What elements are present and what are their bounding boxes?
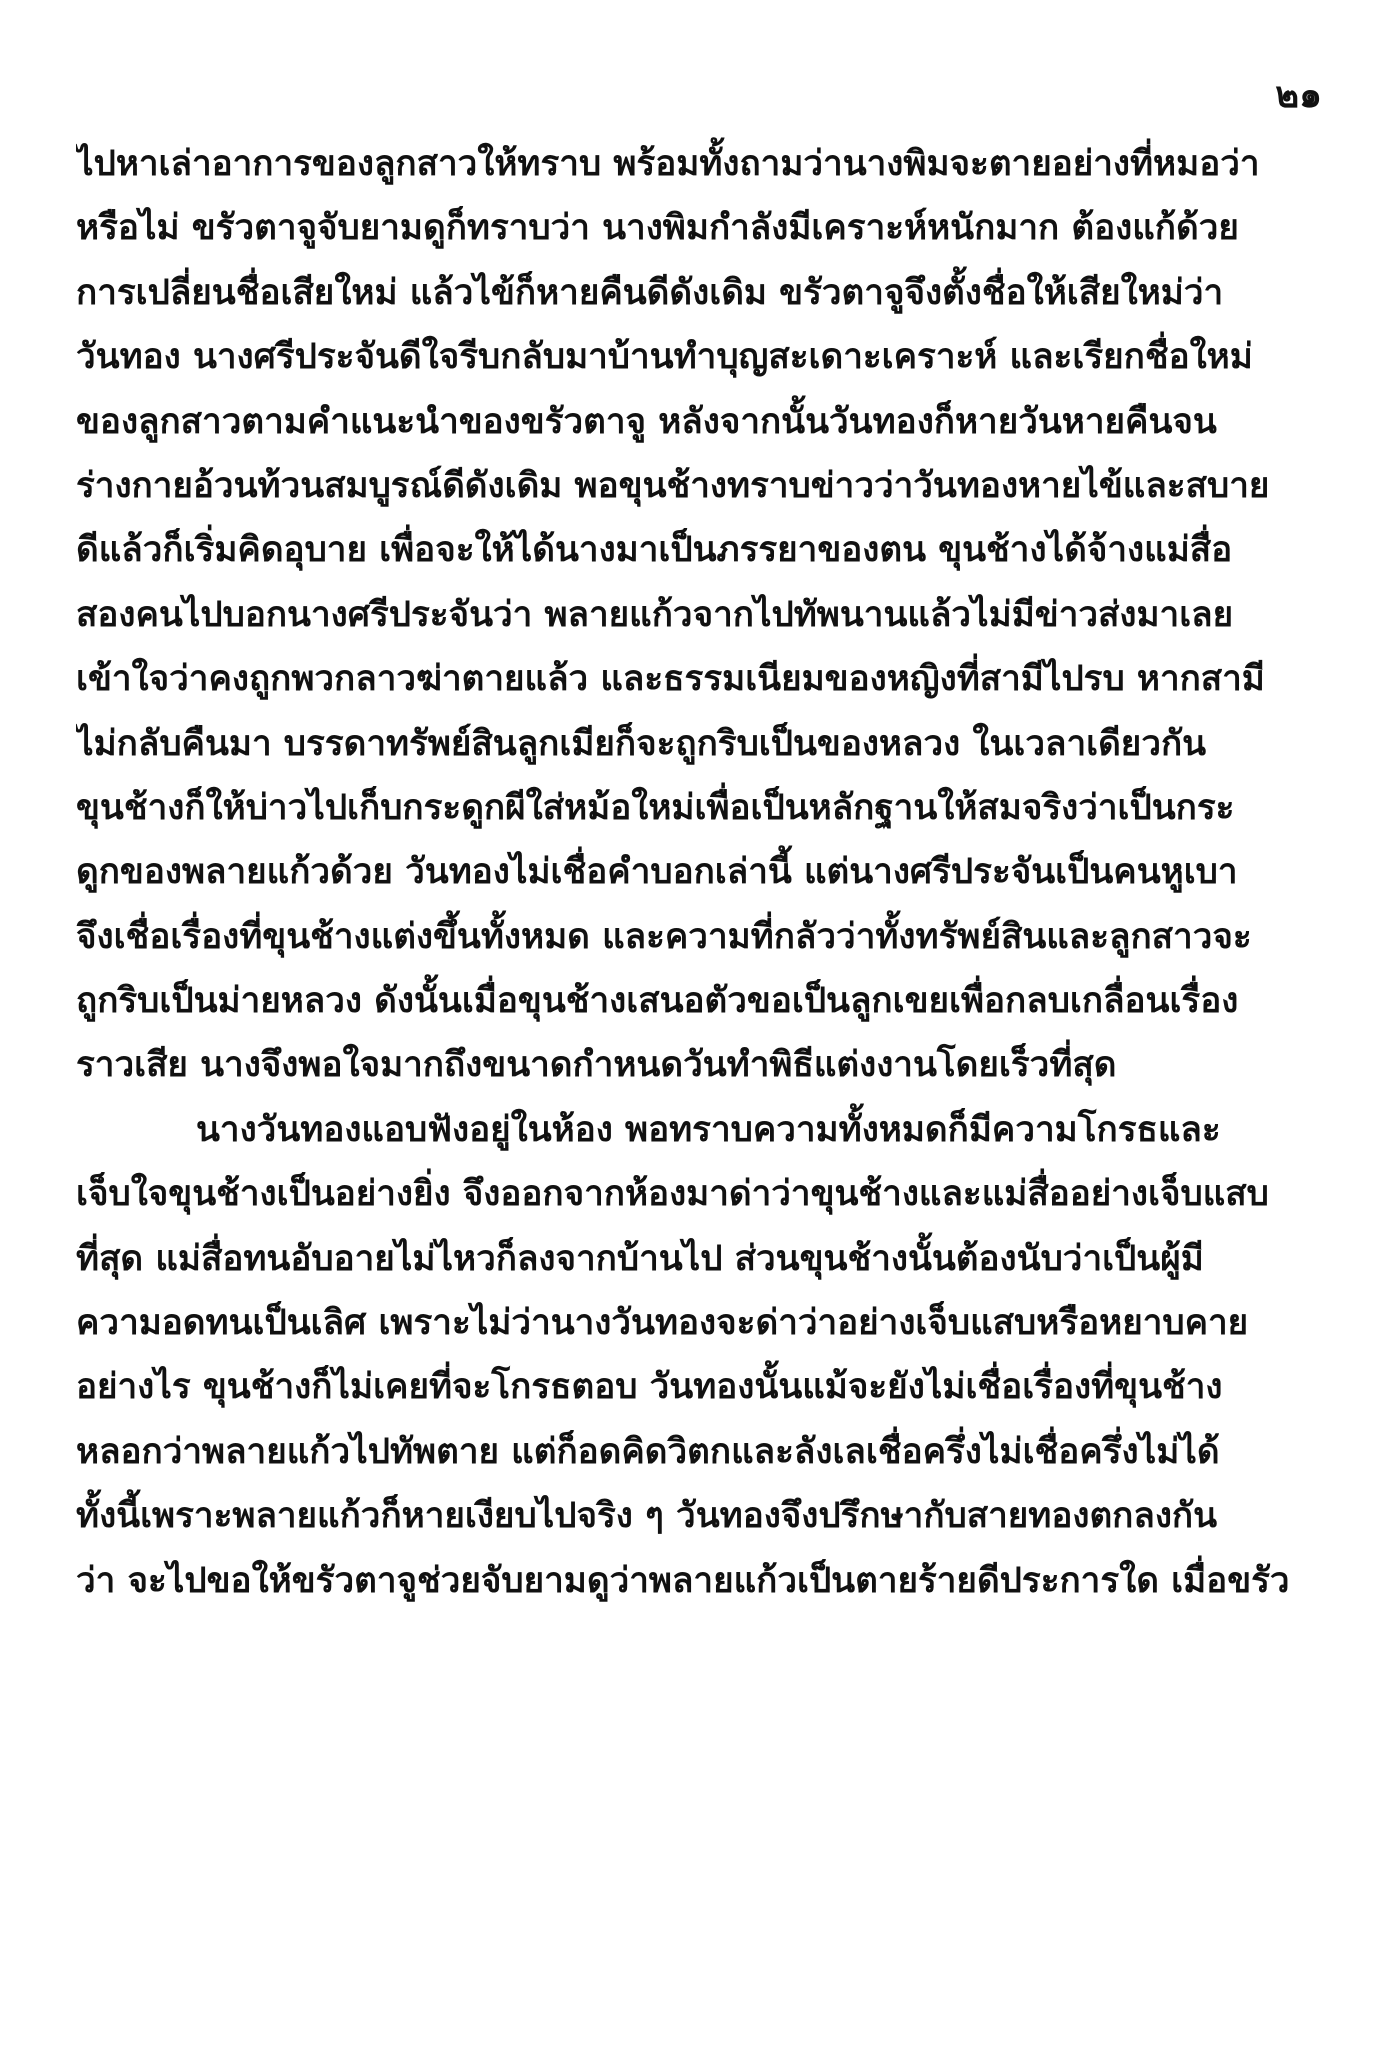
text-line: ไปหาเล่าอาการของลูกสาวให้ทราบ พร้อมทั้งถามว่านางพิมจะตายอย่างที่หมอว่า (76, 144, 1260, 184)
body-text (76, 132, 1324, 1613)
text-line: ถูกริบเป็นม่ายหลวง ดังนั้นเมื่อขุนช้างเสนอตัวขอเป็นลูกเขยเพื่อกลบเกลื่อนเรื่อง (76, 981, 1239, 1022)
text-line: ไม่กลับคืนมา บรรดาทรัพย์สินลูกเมียก็จะถูกริบเป็นของหลวง ในเวลาเดียวกัน (76, 723, 1207, 764)
text-line: ราวเสีย นางจึงพอใจมากถึงขนาดกำหนดวันทำพิธีแต่งงานโดยเร็วที่สุด (76, 1045, 1117, 1086)
text-line: การเปลี่ยนชื่อเสียใหม่ แล้วไข้ก็หายคืนดีดังเดิม ขรัวตาจูจึงตั้งชื่อให้เสียใหม่ว่า (76, 272, 1224, 313)
page-number: ๒๑ (1275, 75, 1322, 116)
text-line: ความอดทนเป็นเลิศ เพราะไม่ว่านางวันทองจะด่าว่าอย่างเจ็บแสบหรือหยาบคาย (76, 1303, 1249, 1344)
text-line: เจ็บใจขุนช้างเป็นอย่างยิ่ง จึงออกจากห้องมาด่าว่าขุนช้างและแม่สื่ออย่างเจ็บแสบ (76, 1174, 1269, 1215)
text-line: อย่างไร ขุนช้างก็ไม่เคยที่จะโกรธตอบ วันทองนั้นแม้จะยังไม่เชื่อเรื่องที่ขุนช้าง (76, 1367, 1223, 1408)
text-line: ดูกของพลายแก้วด้วย วันทองไม่เชื่อคำบอกเล่านี้ แต่นางศรีประจันเป็นคนหูเบา (76, 852, 1238, 893)
paragraph-start-line: นางวันทองแอบฟังอยู่ในห้อง พอทราบความทั้งหมดก็มีความโกรธและ (196, 1109, 1221, 1150)
text-line: ทั้งนี้เพราะพลายแก้วก็หายเงียบไปจริง ๆ วันทองจึงปรึกษากับสายทองตกลงกัน (76, 1496, 1218, 1537)
text-line: จึงเชื่อเรื่องที่ขุนช้างแต่งขึ้นทั้งหมด และความที่กลัวว่าทั้งทรัพย์สินและลูกสาวจะ (76, 916, 1252, 957)
text-line: เข้าใจว่าคงถูกพวกลาวฆ่าตายแล้ว และธรรมเนียมของหญิงที่สามีไปรบ หากสามี (76, 659, 1265, 700)
text-line: ดีแล้วก็เริ่มคิดอุบาย เพื่อจะให้ได้นางมาเป็นภรรยาของตน ขุนช้างได้จ้างแม่สื่อ (76, 530, 1233, 571)
text-line: สองคนไปบอกนางศรีประจันว่า พลายแก้วจากไปทัพนานแล้วไม่มีข่าวส่งมาเลย (76, 594, 1234, 635)
text-line: ว่า จะไปขอให้ขรัวตาจูช่วยจับยามดูว่าพลายแก้วเป็นตายร้ายดีประการใด เมื่อขรัว (76, 1560, 1290, 1601)
text-line: หรือไม่ ขรัวตาจูจับยามดูก็ทราบว่า นางพิมกำลังมีเคราะห์หนักมาก ต้องแก้ด้วย (76, 208, 1239, 249)
text-line: ที่สุด แม่สื่อทนอับอายไม่ไหวก็ลงจากบ้านไป ส่วนขุนช้างนั้นต้องนับว่าเป็นผู้มี (76, 1238, 1204, 1279)
text-line: ร่างกายอ้วนท้วนสมบูรณ์ดีดังเดิม พอขุนช้างทราบข่าวว่าวันทองหายไข้และสบาย (76, 465, 1270, 506)
text-line: หลอกว่าพลายแก้วไปทัพตาย แต่ก็อดคิดวิตกและลังเลเชื่อครึ่งไม่เชื่อครึ่งไม่ได้ (76, 1431, 1220, 1472)
text-line: ขุนช้างก็ให้บ่าวไปเก็บกระดูกผีใส่หม้อใหม่เพื่อเป็นหลักฐานให้สมจริงว่าเป็นกระ (76, 787, 1235, 828)
text-line: ของลูกสาวตามคำแนะนำของขรัวตาจู หลังจากนั้นวันทองก็หายวันหายคืนจน (76, 401, 1217, 442)
text-line: วันทอง นางศรีประจันดีใจรีบกลับมาบ้านทำบุญสะเดาะเคราะห์ และเรียกชื่อใหม่ (76, 337, 1253, 378)
